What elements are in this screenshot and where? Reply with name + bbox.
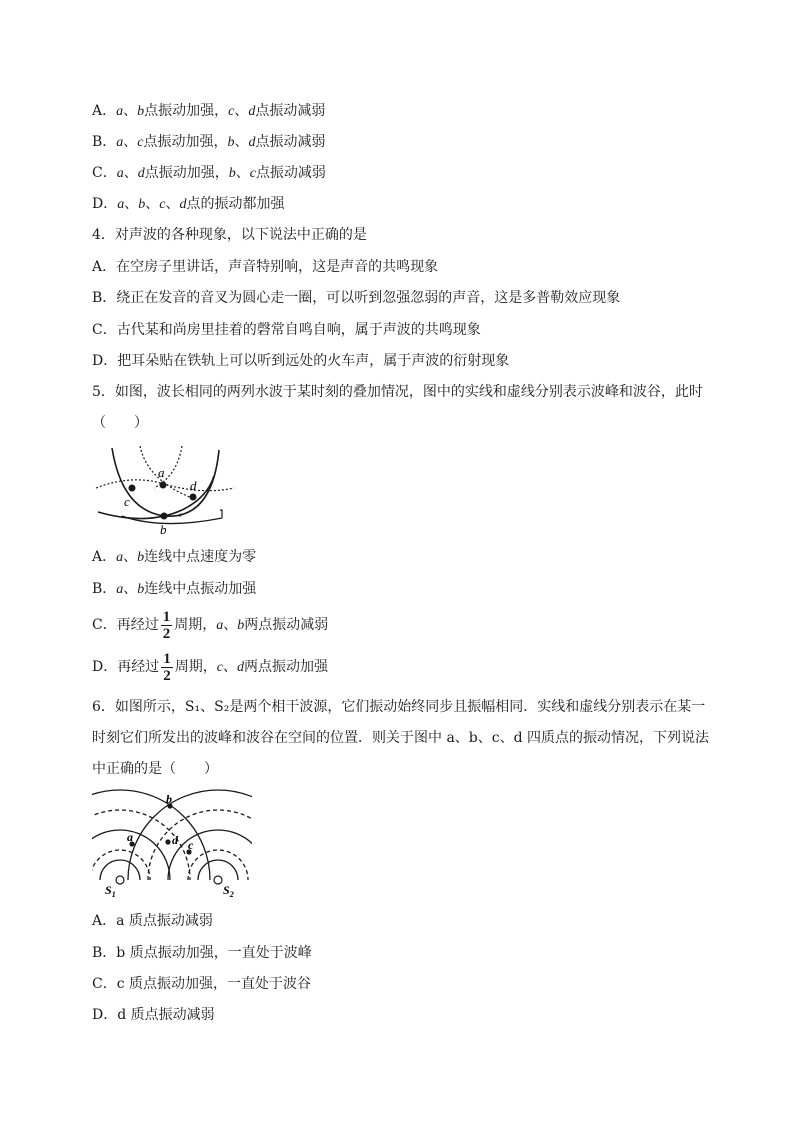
q6-option-a: A．a 质点振动减弱 (92, 913, 213, 929)
q5-trough-arc-2 (140, 446, 192, 498)
q5-option-d-fraction: $\frac{1}{2}$ (163, 650, 171, 684)
q4-option-d: D．把耳朵贴在铁轨上可以听到远处的火车声，属于声波的衍射现象 (92, 353, 510, 369)
q6-option-d: D．d 质点振动减弱 (92, 1007, 215, 1023)
q5-label-e: e (179, 511, 183, 519)
q6-option-c: C．c 质点振动加强，一直处于波谷 (92, 976, 312, 992)
q3-option-b: B．a、c点振动加强，b、d点振动减弱 (92, 134, 326, 150)
q5-option-b: B．a、b连线中点振动加强 (92, 581, 257, 597)
q6-point-d (165, 839, 170, 844)
q3-option-c: C．a、d点振动加强，b、c点振动减弱 (92, 165, 326, 181)
q4-option-b: B．绕正在发音的音叉为圆心走一圈，可以听到忽强忽弱的声音，这是多普勒效应现象 (92, 290, 621, 306)
q3-option-a: A．a、b点振动加强，c、d点振动减弱 (92, 103, 326, 119)
q6-label-s1: $S_1$ (105, 883, 116, 899)
q6-label-b: b (166, 792, 172, 806)
q5-point-a (160, 482, 167, 489)
q6-label-s2: $S_2$ (223, 883, 234, 899)
q5-option-d: D．再经过 $\frac{1}{2}$ 周期，c、d两点振动加强 (92, 650, 328, 684)
q6-label-a: a (127, 830, 133, 844)
q4-stem: 4．对声波的各种现象，以下说法中正确的是 (92, 227, 367, 243)
q3-option-d: D．a、b、c、d点的振动都加强 (92, 196, 285, 212)
source-s2 (214, 876, 222, 884)
q6-label-c: c (188, 838, 194, 852)
s1-crest-2 (92, 790, 210, 880)
q5-stem: 5．如图，波长相同的两列水波于某时刻的叠加情况，图中的实线和虚线分别表示波峰和波谷，此时 (92, 384, 703, 400)
q5-option-c: C．再经过 $\frac{1}{2}$ 周期，a、b两点振动减弱 (92, 608, 329, 642)
q5-crest-arc-3 (122, 516, 222, 524)
q4-option-c: C．古代某和尚房里挂着的磬常自鸣自响，属于声波的共鸣现象 (92, 322, 481, 338)
q6-option-b: B．b 质点振动加强，一直处于波峰 (92, 945, 312, 961)
q5-label-d: d (190, 478, 197, 493)
q5-option-a: A．a、b连线中点速度为零 (92, 549, 257, 565)
q5-bracket (220, 510, 222, 518)
q5-option-c-fraction: $\frac{1}{2}$ (162, 608, 171, 642)
q6-wave-figure (92, 788, 252, 900)
q5-point-d (190, 494, 197, 501)
q5-label-b: b (160, 522, 167, 537)
q6-stem-line-3: 中正确的是（ ） (92, 761, 218, 777)
q5-point-b (161, 513, 168, 520)
q5-wave-figure (92, 440, 242, 540)
q5-answer-paren: （ ） (92, 415, 148, 431)
q5-label-c: c (124, 494, 130, 509)
source-s1 (116, 876, 124, 884)
q5-point-c (129, 485, 136, 492)
q6-label-d: d (172, 833, 178, 847)
s2-trough-2 (148, 810, 252, 880)
q6-stem-line-2: 时刻它们所发出的波峰和波谷在空间的位置．则关于图中 a、b、c、d 四质点的振动情况，下列说法 (92, 730, 710, 746)
q6-stem-line-1: 6．如图所示，S₁、S₂是两个相干波源，它们振动始终同步且振幅相同．实线和虚线分别表示在某一 (92, 699, 706, 715)
q5-label-a: a (158, 465, 165, 480)
q4-option-a: A．在空房子里讲话，声音特别响，这是声音的共鸣现象 (92, 259, 439, 275)
